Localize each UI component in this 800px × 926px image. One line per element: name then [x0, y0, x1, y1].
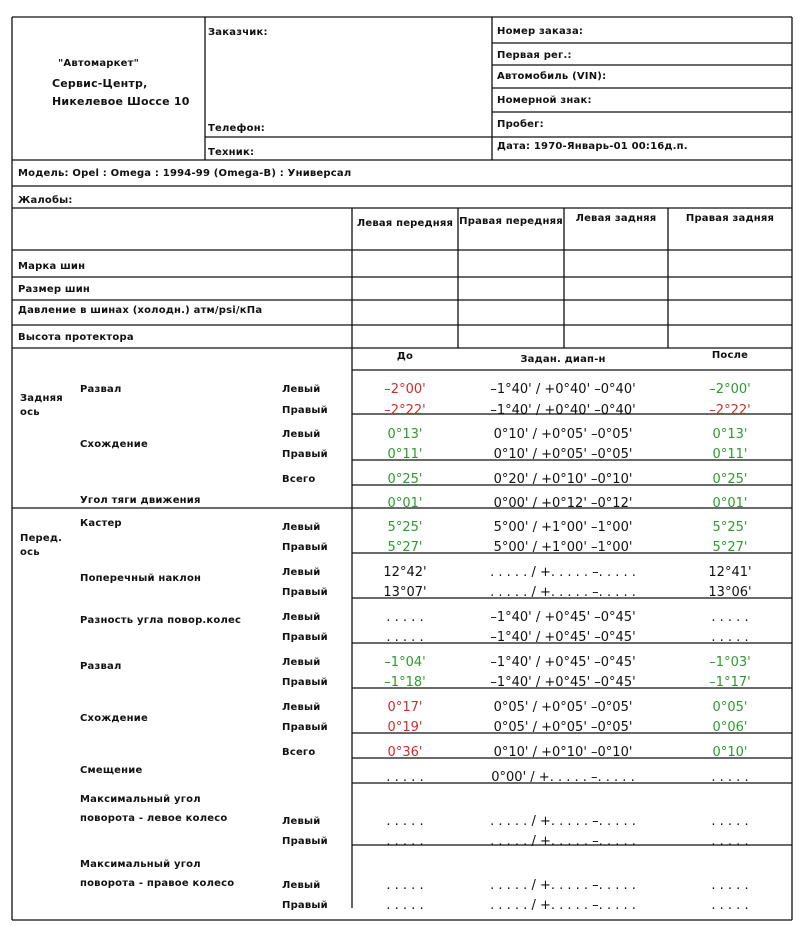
- value-after: –2°00': [709, 382, 751, 397]
- mileage-label: Пробег:: [497, 119, 544, 130]
- value-after: . . . . .: [711, 770, 749, 785]
- value-spec: . . . . . / +. . . . . –. . . . .: [490, 898, 636, 913]
- value-spec: –1°40' / +0°45' –0°45': [490, 630, 636, 645]
- value-before: 0°25': [387, 472, 423, 487]
- value-before: –1°04': [384, 655, 426, 670]
- row-group-label: Угол тяги движения: [80, 495, 201, 506]
- row-side-label: Левый: [282, 429, 321, 440]
- row-side-label: Правый: [282, 900, 328, 911]
- row-group-label: Развал: [80, 384, 122, 395]
- value-after: . . . . .: [711, 630, 749, 645]
- value-spec: . . . . . / +. . . . . –. . . . .: [490, 878, 636, 893]
- value-spec: 0°10' / +0°05' –0°05': [493, 447, 633, 462]
- customer-label: Заказчик:: [208, 27, 268, 38]
- value-before: 0°01': [387, 496, 423, 511]
- value-after: –1°03': [709, 655, 751, 670]
- col-after: После: [711, 350, 749, 361]
- value-after: 12°41': [708, 565, 752, 580]
- row-side-label: Левый: [282, 816, 321, 827]
- row-side-label: Левый: [282, 567, 321, 578]
- tyre-brand-label: Марка шин: [18, 261, 86, 272]
- value-spec: 0°10' / +0°10' –0°10': [493, 745, 633, 760]
- row-group-label: Схождение: [80, 439, 148, 450]
- row-side-label: Левый: [282, 522, 321, 533]
- company-address: Никелевое Шоссе 10: [52, 95, 190, 108]
- col-front-left: Левая передняя: [356, 218, 454, 229]
- value-before: 0°36': [387, 745, 423, 760]
- value-after: . . . . .: [711, 610, 749, 625]
- row-group-label: Максимальный угол поворота - левое колесо: [80, 794, 228, 824]
- value-spec: 0°05' / +0°05' –0°05': [493, 700, 633, 715]
- value-after: . . . . .: [711, 898, 749, 913]
- col-before: До: [396, 351, 414, 362]
- row-group-label: Развал: [80, 661, 122, 672]
- row-group-label: Кастер: [80, 518, 122, 529]
- row-side-label: Правый: [282, 722, 328, 733]
- value-after: –2°22': [709, 403, 751, 418]
- value-before: . . . . .: [386, 834, 424, 849]
- row-side-label: Левый: [282, 384, 321, 395]
- row-group-label: Смещение: [80, 765, 143, 776]
- value-after: . . . . .: [711, 878, 749, 893]
- value-spec: . . . . . / +. . . . . –. . . . .: [490, 834, 636, 849]
- value-before: 0°11': [387, 447, 423, 462]
- value-before: 5°27': [387, 540, 423, 555]
- value-spec: –1°40' / +0°45' –0°45': [490, 610, 636, 625]
- value-before: –1°18': [384, 675, 426, 690]
- value-before: 0°19': [387, 720, 423, 735]
- date-label: Дата: 1970-Январь-01 00:16д.п.: [497, 141, 688, 152]
- row-side-label: Правый: [282, 405, 328, 416]
- value-spec: –1°40' / +0°45' –0°45': [490, 655, 636, 670]
- value-spec: –1°40' / +0°45' –0°45': [490, 675, 636, 690]
- value-before: 0°13': [387, 427, 423, 442]
- row-group-label: Поперечный наклон: [80, 573, 202, 584]
- value-after: 13°06': [708, 585, 752, 600]
- row-side-label: Левый: [282, 702, 321, 713]
- value-spec: 0°10' / +0°05' –0°05': [493, 427, 633, 442]
- value-after: 0°25': [712, 472, 748, 487]
- row-side-label: Левый: [282, 880, 321, 891]
- value-after: . . . . .: [711, 834, 749, 849]
- col-rear-left: Левая задняя: [575, 213, 657, 224]
- value-spec: . . . . . / +. . . . . –. . . . .: [490, 814, 636, 829]
- row-side-label: Правый: [282, 677, 328, 688]
- value-spec: 5°00' / +1°00' –1°00': [493, 520, 633, 535]
- order-number-label: Номер заказа:: [497, 26, 584, 37]
- row-side-label: Всего: [282, 747, 316, 758]
- value-after: . . . . .: [711, 814, 749, 829]
- row-side-label: Правый: [282, 836, 328, 847]
- row-group-label: Разность угла повор.колес: [80, 615, 242, 626]
- value-before: –2°22': [384, 403, 426, 418]
- col-specified: Задан. диап-н: [520, 354, 606, 365]
- row-side-label: Всего: [282, 474, 316, 485]
- value-after: 0°11': [712, 447, 748, 462]
- value-before: 13°07': [383, 585, 427, 600]
- rear-axle-label: Задняя ось: [20, 393, 63, 418]
- tyre-pressure-label: Давление в шинах (холодн.) атм/psi/кПа: [18, 305, 263, 316]
- value-after: 5°27': [712, 540, 748, 555]
- value-before: . . . . .: [386, 878, 424, 893]
- first-registration-label: Первая рег.:: [497, 50, 572, 61]
- value-spec: . . . . . / +. . . . . –. . . . .: [490, 565, 636, 580]
- row-side-label: Правый: [282, 632, 328, 643]
- value-spec: 0°05' / +0°05' –0°05': [493, 720, 633, 735]
- license-plate-label: Номерной знак:: [497, 95, 592, 106]
- value-before: . . . . .: [386, 610, 424, 625]
- technician-label: Техник:: [208, 147, 255, 158]
- value-before: . . . . .: [386, 770, 424, 785]
- value-before: . . . . .: [386, 814, 424, 829]
- row-side-label: Правый: [282, 587, 328, 598]
- value-after: 0°13': [712, 427, 748, 442]
- value-spec: 0°00' / +0°12' –0°12': [493, 496, 633, 511]
- value-spec: 5°00' / +1°00' –1°00': [493, 540, 633, 555]
- phone-label: Телефон:: [208, 123, 266, 134]
- value-spec: 0°00' / +. . . . . –. . . . .: [491, 770, 635, 785]
- complaints-label: Жалобы:: [18, 195, 73, 206]
- col-rear-right: Правая задняя: [685, 213, 775, 224]
- col-front-right: Правая передняя: [459, 216, 563, 227]
- vehicle-vin-label: Автомобиль (VIN):: [497, 71, 607, 82]
- row-side-label: Правый: [282, 449, 328, 460]
- value-after: 0°06': [712, 720, 748, 735]
- tyre-size-label: Размер шин: [18, 284, 91, 295]
- value-spec: 0°20' / +0°10' –0°10': [493, 472, 633, 487]
- value-before: . . . . .: [386, 630, 424, 645]
- value-spec: . . . . . / +. . . . . –. . . . .: [490, 585, 636, 600]
- row-group-label: Схождение: [80, 713, 148, 724]
- value-after: 0°01': [712, 496, 748, 511]
- row-side-label: Левый: [282, 612, 321, 623]
- value-spec: –1°40' / +0°40' –0°40': [490, 382, 636, 397]
- value-spec: –1°40' / +0°40' –0°40': [490, 403, 636, 418]
- row-side-label: Правый: [282, 542, 328, 553]
- model-label: Модель: Opel : Omega : 1994-99 (Omega-B) : Универсал: [18, 168, 352, 179]
- company-name: "Автомаркет": [58, 58, 139, 69]
- value-after: –1°17': [709, 675, 751, 690]
- company-subtitle: Сервис-Центр,: [52, 77, 148, 90]
- row-side-label: Левый: [282, 657, 321, 668]
- value-after: 5°25': [712, 520, 748, 535]
- value-before: –2°00': [384, 382, 426, 397]
- front-axle-label: Перед. ось: [20, 533, 63, 558]
- tread-depth-label: Высота протектора: [18, 332, 134, 343]
- value-before: . . . . .: [386, 898, 424, 913]
- value-before: 5°25': [387, 520, 423, 535]
- value-after: 0°10': [712, 745, 748, 760]
- value-before: 12°42': [383, 565, 427, 580]
- row-group-label: Максимальный угол поворота - правое колесо: [80, 859, 235, 889]
- value-before: 0°17': [387, 700, 423, 715]
- value-after: 0°05': [712, 700, 748, 715]
